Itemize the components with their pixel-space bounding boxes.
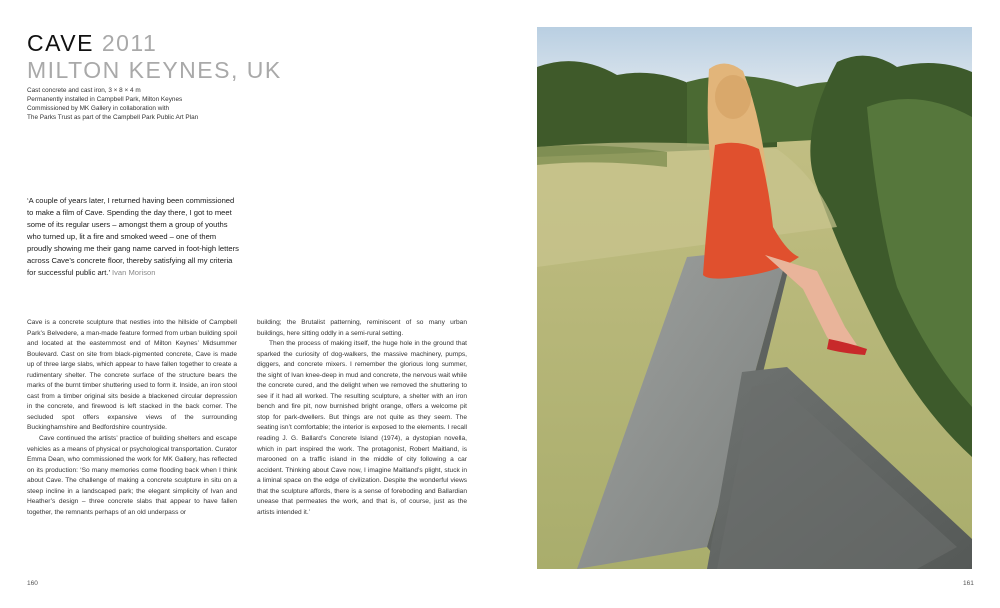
photograph-girl-on-concrete-sculpture-icon bbox=[537, 27, 972, 569]
artwork-year: 2011 bbox=[101, 30, 158, 56]
body-column-1 bbox=[27, 318, 237, 518]
artwork-name: CAVE bbox=[27, 30, 94, 56]
page-title bbox=[27, 30, 157, 56]
credit-line: The Parks Trust as part of the Campbell Park Public Art Plan bbox=[27, 114, 199, 121]
body-paragraph: building; the Brutalist patterning, reminiscent of so many urban buildings, here sitting oddly in a semi-rural setting. bbox=[257, 319, 467, 337]
quote-attribution: Ivan Morison bbox=[112, 268, 156, 277]
artwork-location: MILTON KEYNES, UK bbox=[27, 57, 282, 83]
quote-text: ‘A couple of years later, I returned having been commissioned to make a film of Cave. Spending the day there, I got to meet some of its regular users – amongst them a group of youths who turned up, lit a fire and smoked weed – one of them proudly showing me their gang name carved in foot-high letters across Cave’s concrete floor, thereby satisfying all my criteria for successful public art.’ bbox=[27, 196, 239, 277]
body-column-2 bbox=[257, 318, 467, 518]
page-number-right: 161 bbox=[963, 580, 974, 587]
credit-line: Commissioned by MK Gallery in collaboration with bbox=[27, 105, 170, 112]
body-paragraph: Then the process of making itself, the huge hole in the ground that sparked the curiosity of dog-walkers, the massive machinery, pumps, diggers, and concrete mixers. I remember the glorious long summer, the sight of Ivan knee-deep in mud and concrete, the nervous wait while the concrete cured, and the delight when we removed the shuttering to see if it had all worked. The resulting sculpture, a shelter with an iron bench and fire pit, now burnished bright orange, offers a welcome pit stop for park-dwellers. But things are not quite as they seem. The seating isn’t comfortable; the interior is exposed to the elements. I recall reading J. G. Ballard’s Concrete Island (1974), a dystopian novella, which in part inspired the work. The protagonist, Robert Maitland, is marooned on a traffic island in the middle of city following a car accident. Thinking about Cave now, I imagine Maitland’s plight, stuck in a liminal space on the edge of civilization. Despite the wonderful views that the sculpture affords, there is a sense of foreboding and Ballardian unease that permeates the work, and that is, of course, just as the artists intended it.’ bbox=[257, 340, 467, 516]
pull-quote bbox=[27, 195, 242, 279]
page-number-left: 160 bbox=[27, 580, 38, 587]
credit-line: Permanently installed in Campbell Park, Milton Keynes bbox=[27, 96, 183, 103]
body-paragraph: Cave continued the artists’ practice of building shelters and escape vehicles as a means of physical or psychological transportation. Curator Emma Dean, who commissioned the work for MK Gallery, has reflected on its production: ‘So many memories come flooding back when I think about Cave. The challenge of making a concrete sculpture in situ on a steep incline in a landscaped park; the elegant simplicity of Ivan and Heather’s design – three concrete slabs that appear to have fallen together, the remnants perhaps of an old underpass or bbox=[27, 435, 237, 516]
credit-line: Cast concrete and cast iron, 3 × 8 × 4 m bbox=[27, 87, 141, 94]
artwork-credits bbox=[27, 86, 287, 122]
body-paragraph: Cave is a concrete sculpture that nestles into the hillside of Campbell Park’s Belvedere, a man-made feature formed from urban building spoil and located at the easternmost end of Milton Keynes’ Midsummer Boulevard. Cast on site from black-pigmented concrete, Cave is made up of three large slabs, which appear to have fallen together to create a rudimentary shelter. The concrete surface of the structure bears the marks of the burnt timber shuttering used to form it. Inside, an iron stool cast from a timber original sits beside a blackened circular depression in the concrete, and firewood is left stacked in the back corner. The secluded spot offers expansive views of the surrounding Buckinghamshire and Bedfordshire countryside. bbox=[27, 319, 237, 432]
